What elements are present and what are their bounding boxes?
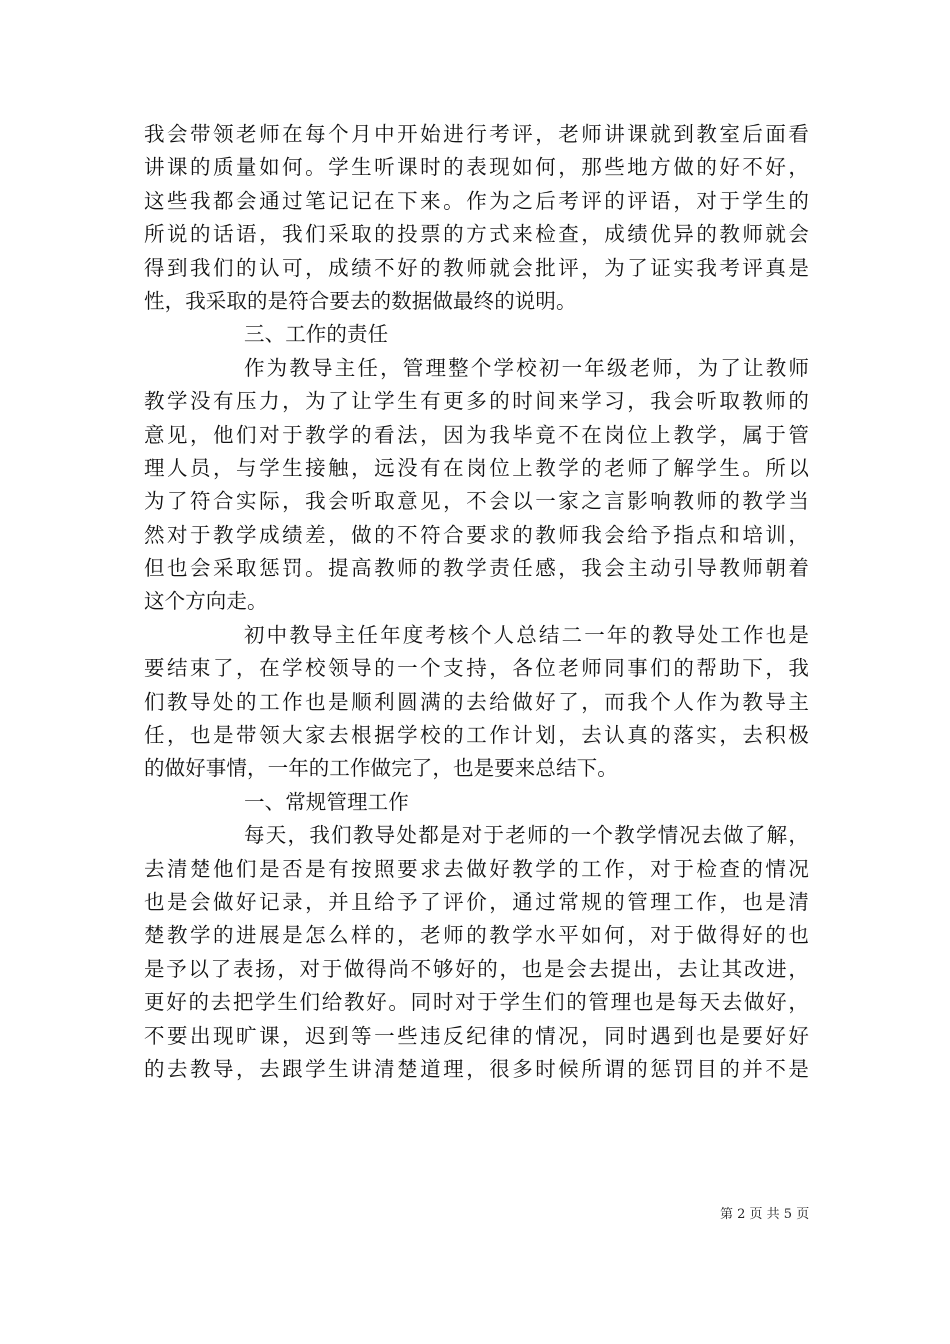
text-line: 也是会做好记录，并且给予了评价，通过常规的管理工作，也是清 xyxy=(144,889,809,914)
text-line: 一、常规管理工作 xyxy=(244,789,409,814)
text-line: 三、工作的责任 xyxy=(244,322,389,347)
text-line: 每天，我们教导处都是对于老师的一个教学情况去做了解， xyxy=(244,823,809,848)
page-number-footer: 第 2 页 共 5 页 xyxy=(720,1207,810,1222)
text-line: 任，也是带领大家去根据学校的工作计划，去认真的落实，去积极 xyxy=(144,723,809,748)
text-line: 是予以了表扬，对于做得尚不够好的，也是会去提出，去让其改进， xyxy=(144,956,809,981)
text-line: 这个方向走。 xyxy=(144,589,268,614)
text-line: 更好的去把学生们给教好。同时对于学生们的管理也是每天去做好， xyxy=(144,990,809,1015)
text-line: 不要出现旷课，迟到等一些违反纪律的情况，同时遇到也是要好好 xyxy=(144,1023,809,1048)
text-line: 要结束了，在学校领导的一个支持，各位老师同事们的帮助下，我 xyxy=(144,656,809,681)
text-line: 性，我采取的是符合要去的数据做最终的说明。 xyxy=(144,288,577,313)
text-line: 讲课的质量如何。学生听课时的表现如何，那些地方做的好不好， xyxy=(144,155,809,180)
text-line: 但也会采取惩罚。提高教师的教学责任感，我会主动引导教师朝着 xyxy=(144,556,809,581)
text-line: 我会带领老师在每个月中开始进行考评，老师讲课就到教室后面看 xyxy=(144,122,809,146)
text-line: 的去教导，去跟学生讲清楚道理，很多时候所谓的惩罚目的并不是 xyxy=(144,1056,809,1081)
text-line: 得到我们的认可，成绩不好的教师就会批评，为了证实我考评真是 xyxy=(144,255,809,280)
text-line: 为了符合实际，我会听取意见，不会以一家之言影响教师的教学当 xyxy=(144,489,809,514)
text-line: 这些我都会通过笔记记在下来。作为之后考评的评语，对于学生的 xyxy=(144,188,809,213)
text-line: 所说的话语，我们采取的投票的方式来检查，成绩优异的教师就会 xyxy=(144,222,809,247)
text-line: 教学没有压力，为了让学生有更多的时间来学习，我会听取教师的 xyxy=(144,389,809,414)
text-line: 理人员，与学生接触，远没有在岗位上教学的老师了解学生。所以 xyxy=(144,455,809,480)
text-line: 去清楚他们是否是有按照要求去做好教学的工作，对于检查的情况 xyxy=(144,856,809,881)
document-body xyxy=(144,118,809,1086)
text-line: 的做好事情，一年的工作做完了，也是要来总结下。 xyxy=(144,756,618,781)
text-line: 楚教学的进展是怎么样的，老师的教学水平如何，对于做得好的也 xyxy=(144,923,809,948)
text-line: 初中教导主任年度考核个人总结二一年的教导处工作也是 xyxy=(244,622,809,647)
text-line: 然对于教学成绩差，做的不符合要求的教师我会给予指点和培训， xyxy=(144,522,809,547)
text-line: 作为教导主任，管理整个学校初一年级老师，为了让教师 xyxy=(244,355,809,380)
text-line: 们教导处的工作也是顺利圆满的去给做好了，而我个人作为教导主 xyxy=(144,689,809,714)
text-line: 意见，他们对于教学的看法，因为我毕竟不在岗位上教学，属于管 xyxy=(144,422,809,447)
